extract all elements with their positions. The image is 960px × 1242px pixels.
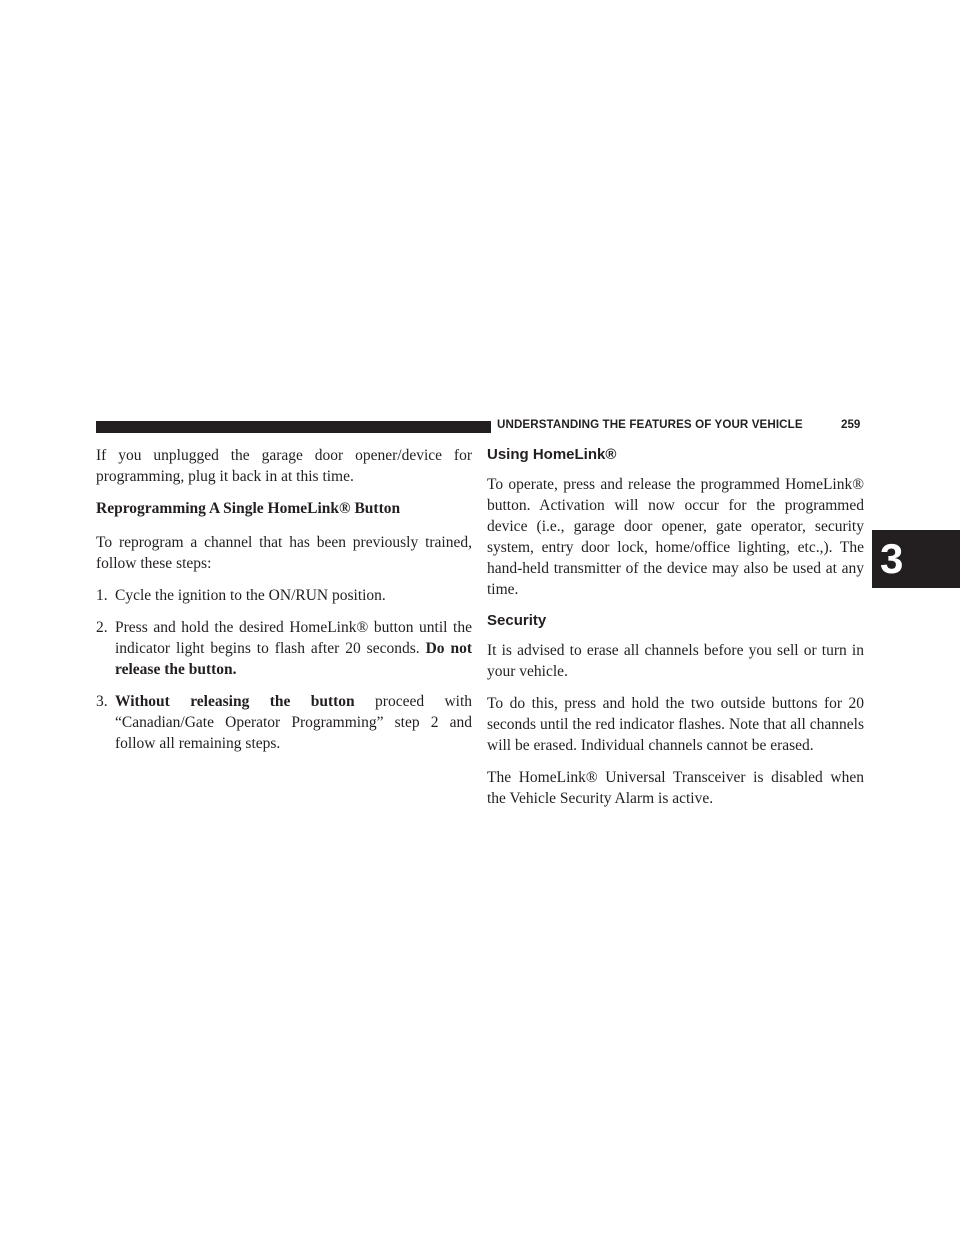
using-homelink-paragraph: To operate, press and release the programmed HomeLink® button. Activation will now occur for the programmed device (i.e., garage door opener, gate operator, security system, entry door lock, home/office lighting, etc.,). The hand-held transmitter of the device may also be used at any time. [487,476,864,598]
step-number: 3. [96,693,108,710]
step-number: 1. [96,587,108,604]
security-paragraph-2: To do this, press and hold the two outside buttons for 20 seconds until the red indicator flashes. Note that all channels will be erased. Individual channels cannot be erased. [487,695,864,754]
security-paragraph-1: It is advised to erase all channels before you sell or turn in your vehicle. [487,642,864,680]
chapter-number: 3 [880,535,904,582]
header-rule [96,421,491,433]
step-text-normal: Press and hold the desired HomeLink® button until the indicator light begins to flash after 20 seconds. [115,619,472,657]
security-paragraph-3: The HomeLink® Universal Transceiver is disabled when the Vehicle Security Alarm is active. [487,769,864,807]
step-1 [96,585,472,606]
step-text: Cycle the ignition to the ON/RUN position. [115,587,386,604]
step-text [115,617,472,680]
security-heading: Security [487,612,547,629]
step-text [115,691,472,754]
page-number: 259 [841,418,861,431]
step-2 [96,617,472,680]
step-number: 2. [96,619,108,636]
chapter-tab [872,530,960,588]
lead-paragraph: To reprogram a channel that has been previously trained, follow these steps: [96,534,472,572]
right-column [487,445,864,820]
left-column [96,445,472,765]
reprogramming-subheading: Reprogramming A Single HomeLink® Button [96,500,401,517]
step-text-bold: Do not release the button. [115,640,472,678]
step-text-normal: proceed with “Canadian/Gate Operator Programming” step 2 and follow all remaining steps. [115,693,473,752]
step-3 [96,691,472,754]
using-homelink-heading: Using HomeLink® [487,446,617,463]
section-title: UNDERSTANDING THE FEATURES OF YOUR VEHICLE [497,418,803,431]
intro-paragraph: If you unplugged the garage door opener/device for programming, plug it back in at this time. [96,447,472,485]
step-text-bold: Without releasing the button [115,693,355,710]
